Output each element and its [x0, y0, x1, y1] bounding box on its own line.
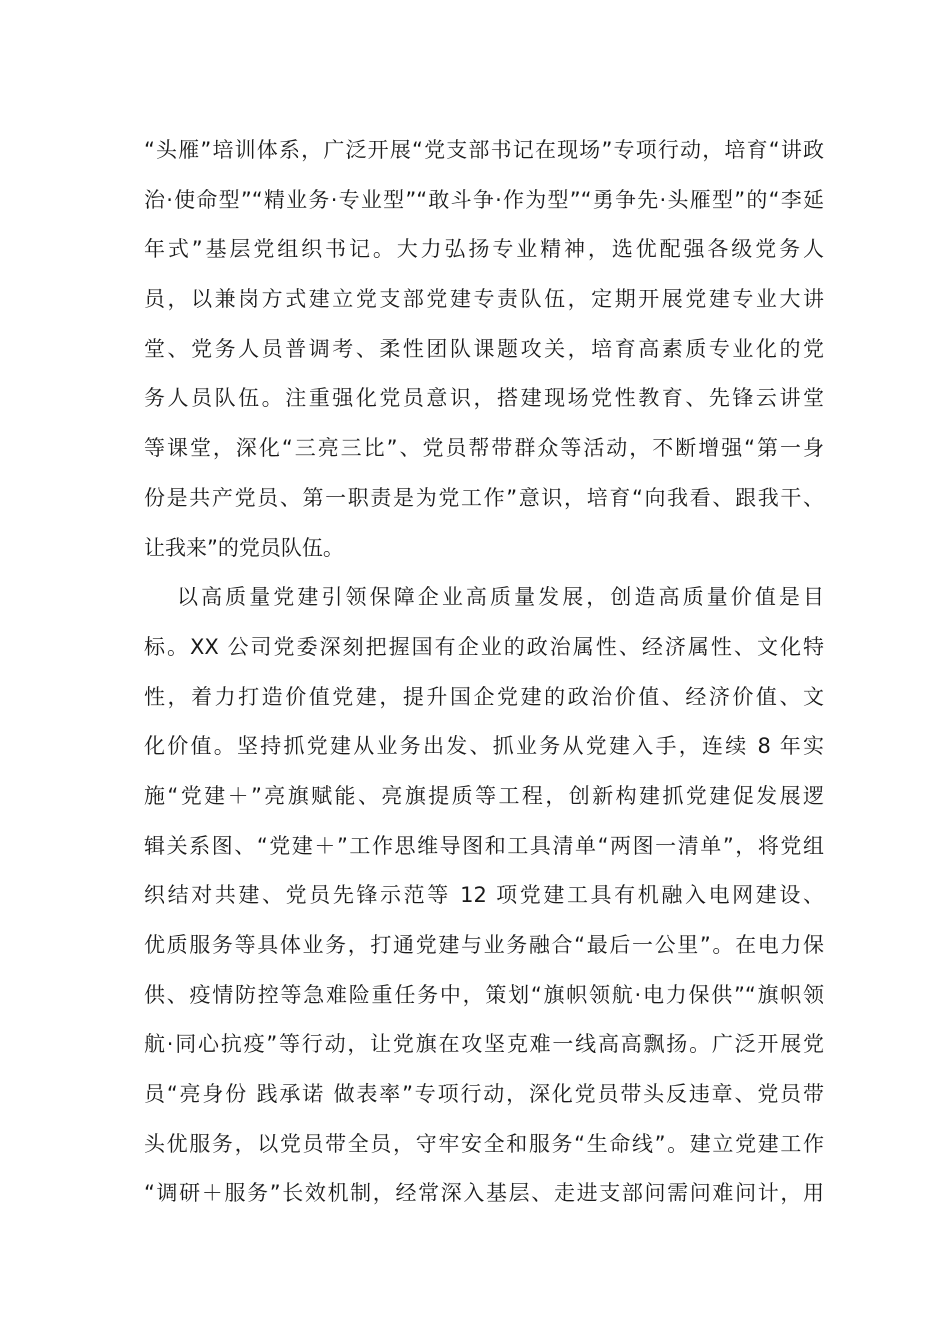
text-line: 治·使命型”“精业务·专业型”“敢斗争·作为型”“勇争先·头雁型”的“李延: [144, 187, 824, 212]
text-line: 性，着力打造价值党建，提升国企党建的政治价值、经济价值、文: [144, 684, 824, 709]
text-line: 优质服务等具体业务，打通党建与业务融合“最后一公里”。在电力保: [144, 933, 824, 957]
text-line: 年式”基层党组织书记。大力弘扬专业精神，选优配强各级党务人: [144, 237, 824, 262]
text-line: 员，以兼岗方式建立党支部党建专责队伍，定期开展党建专业大讲: [144, 287, 824, 312]
text-line: 以高质量党建引领保障企业高质量发展，创造高质量价值是目: [177, 585, 824, 610]
text-line: 务人员队伍。注重强化党员意识，搭建现场党性教育、先锋云讲堂: [144, 386, 824, 411]
text-line: 化价值。坚持抓党建从业务出发、抓业务从党建入手，连续 8 年实: [144, 734, 824, 759]
text-line: 航·同心抗疫”等行动，让党旗在攻坚克难一线高高飘扬。广泛开展党: [144, 1032, 824, 1057]
text-line: “头雁”培训体系，广泛开展“党支部书记在现场”专项行动，培育“讲政: [144, 138, 824, 162]
text-line: 等课堂，深化“三亮三比”、党员帮带群众等活动，不断增强“第一身: [144, 436, 824, 461]
paragraph-2: [144, 573, 824, 1219]
text-line: 辑关系图、“党建＋”工作思维导图和工具清单“两图一清单”，将党组: [144, 833, 824, 858]
text-line: 标。XX 公司党委深刻把握国有企业的政治属性、经济属性、文化特: [144, 634, 824, 659]
paragraph-1: [144, 126, 824, 573]
text-line: 堂、党务人员普调考、柔性团队课题攻关，培育高素质专业化的党: [144, 336, 824, 361]
text-line: 施“党建＋”亮旗赋能、亮旗提质等工程，创新构建抓党建促发展逻: [144, 783, 824, 808]
text-line: “调研＋服务”长效机制，经常深入基层、走进支部问需问难问计，用: [144, 1181, 824, 1206]
text-line: 头优服务，以党员带全员，守牢安全和服务“生命线”。建立党建工作: [144, 1131, 824, 1156]
text-line: 供、疫情防控等急难险重任务中，策划“旗帜领航·电力保供”“旗帜领: [144, 982, 824, 1007]
text-line: 让我来”的党员队伍。: [144, 535, 344, 560]
text-line: 织结对共建、党员先锋示范等 12 项党建工具有机融入电网建设、: [144, 883, 824, 908]
body-text: [144, 126, 824, 1219]
text-line: 份是共产党员、第一职责是为党工作”意识，培育“向我看、跟我干、: [144, 485, 824, 510]
text-line: 员“亮身份 践承诺 做表率”专项行动，深化党员带头反违章、党员带: [144, 1082, 824, 1107]
